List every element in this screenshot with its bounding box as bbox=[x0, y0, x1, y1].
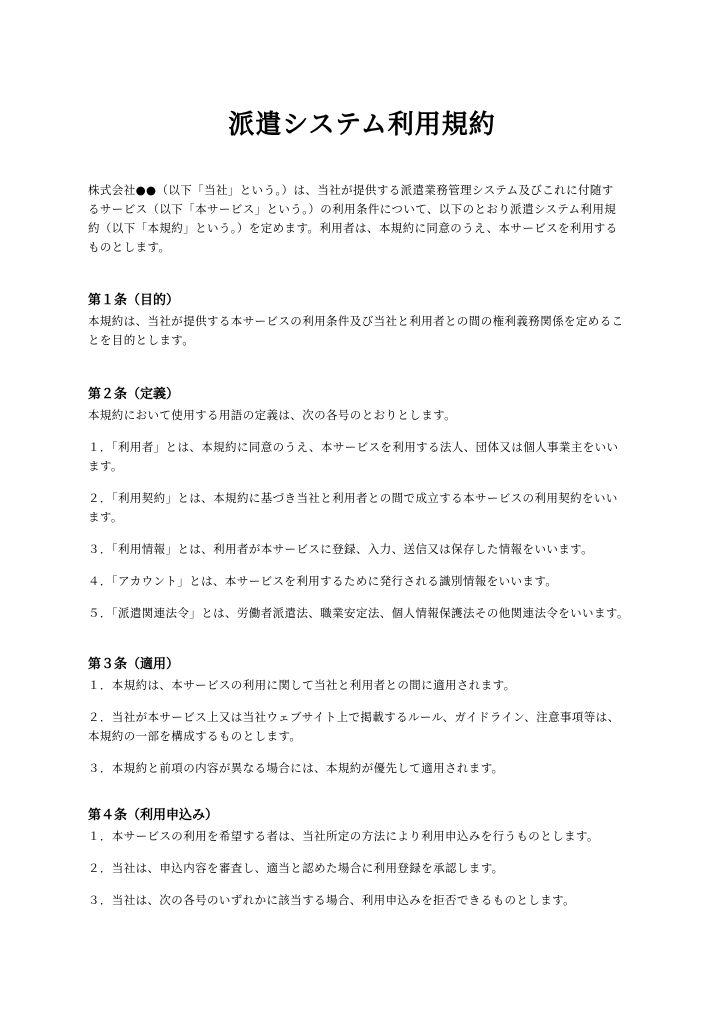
paragraph-line: 本規約は、当社が提供する本サービスの利用条件及び当社と利用者との間の権利義務関係を定めるこ bbox=[88, 314, 624, 328]
paragraph-line: ４．「アカウント」とは、本サービスを利用するために発行される識別情報をいいます。 bbox=[88, 574, 558, 588]
intro-line: 株式会社●●（以下「当社」という。）は、当社が提供する派遣業務管理システム及びこれに付随す bbox=[88, 183, 614, 197]
definition-item bbox=[88, 540, 648, 559]
article-heading: 第４条（利用申込み） bbox=[88, 808, 219, 823]
paragraph-line: 本規約において使用する用語の定義は、次の各号のとおりとします。 bbox=[88, 408, 456, 422]
article-3 bbox=[88, 655, 648, 778]
paragraph-line: ５．「派遣関連法令」とは、労働者派遣法、職業安定法、個人情報保護法その他関連法令をいいます。 bbox=[88, 606, 629, 620]
article-2 bbox=[88, 385, 648, 623]
article-heading: 第２条（定義） bbox=[88, 387, 180, 402]
intro-paragraph bbox=[88, 181, 648, 257]
clause-item bbox=[88, 827, 648, 846]
paragraph-line: １．本規約は、本サービスの利用に関して当社と利用者との間に適用されます。 bbox=[88, 678, 516, 692]
intro-line: ものとします。 bbox=[88, 240, 171, 254]
clause-item bbox=[88, 859, 648, 878]
paragraph-line: ます。 bbox=[88, 510, 123, 524]
article-heading: 第１条（目的） bbox=[88, 293, 180, 308]
paragraph-line: ３．本規約と前項の内容が異なる場合には、本規約が優先して適用されます。 bbox=[88, 761, 504, 775]
article-4 bbox=[88, 806, 648, 910]
article-paragraph bbox=[88, 406, 648, 425]
paragraph-line: 本規約の一部を構成するものとします。 bbox=[88, 729, 302, 743]
article-1 bbox=[88, 291, 648, 350]
paragraph-line: ます。 bbox=[88, 459, 123, 473]
intro-line: 約（以下「本規約」という。）を定めます。利用者は、本規約に同意のうえ、本サービスを利用する bbox=[88, 221, 618, 235]
paragraph-line: ２．当社が本サービス上又は当社ウェブサイト上で掲載するルール、ガイドライン、注意事項等は、 bbox=[88, 710, 620, 724]
clause-item bbox=[88, 759, 648, 778]
paragraph-line: ２．当社は、申込内容を審査し、適当と認めた場合に利用登録を承認します。 bbox=[88, 861, 504, 875]
article-paragraph bbox=[88, 312, 648, 350]
paragraph-line: ２．「利用契約」とは、本規約に基づき当社と利用者との間で成立する本サービスの利用契約をいい bbox=[88, 491, 618, 505]
clause-item bbox=[88, 708, 648, 746]
paragraph-line: １．本サービスの利用を希望する者は、当社所定の方法により利用申込みを行うものとします。 bbox=[88, 829, 599, 843]
definition-item bbox=[88, 489, 648, 527]
definition-item bbox=[88, 604, 648, 623]
definition-item bbox=[88, 572, 648, 591]
document-title: 派遣システム利用規約 bbox=[228, 110, 496, 140]
paragraph-line: とを目的とします。 bbox=[88, 333, 195, 347]
clause-item bbox=[88, 891, 648, 910]
paragraph-line: １．「利用者」とは、本規約に同意のうえ、本サービスを利用する法人、団体又は個人事業主をいい bbox=[88, 440, 619, 454]
intro-line: るサービス（以下「本サービス」という。）の利用条件について、以下のとおり派遣システム利用規 bbox=[88, 202, 617, 216]
paragraph-line: ３．当社は、次の各号のいずれかに該当する場合、利用申込みを拒否できるものとします。 bbox=[88, 893, 575, 907]
clause-item bbox=[88, 676, 648, 695]
article-heading: 第３条（適用） bbox=[88, 657, 180, 672]
paragraph-line: ３．「利用情報」とは、利用者が本サービスに登録、入力、送信又は保存した情報をいいます。 bbox=[88, 542, 594, 556]
definition-item bbox=[88, 438, 648, 476]
